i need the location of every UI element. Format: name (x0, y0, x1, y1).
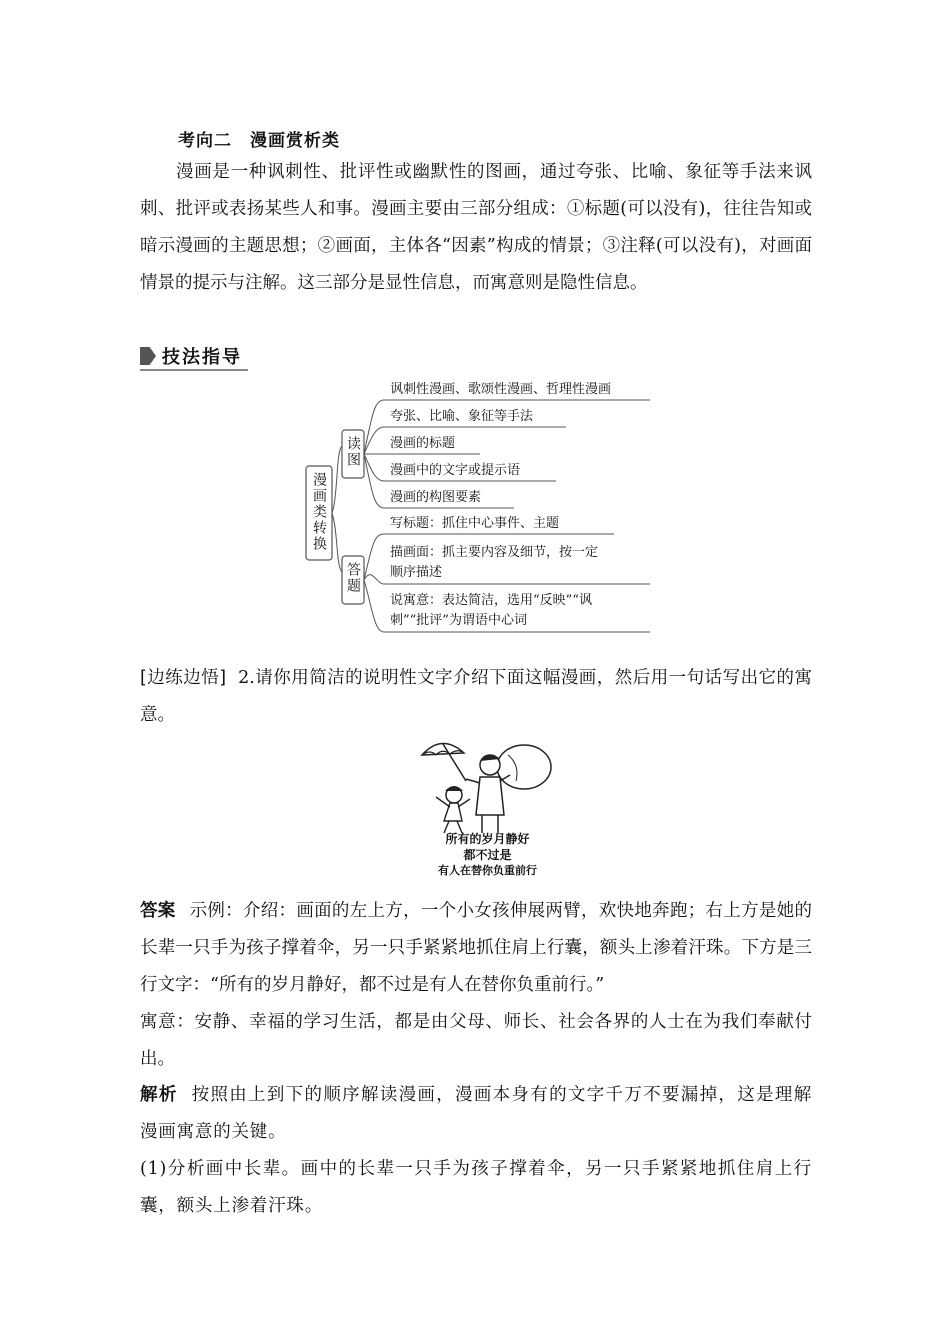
read-item: 讽刺性漫画、歌颂性漫画、哲理性漫画 (390, 382, 612, 397)
read-item: 漫画中的文字或提示语 (390, 463, 521, 478)
answer-item: 刺”“批评”为谓语中心词 (390, 613, 527, 628)
analysis-block (140, 1077, 812, 1151)
cartoon-caption-line: 所有的岁月静好 (445, 832, 530, 846)
analysis-step-1: (1)分析画中长辈。画中的长辈一只手为孩子撑着伞，另一只手紧紧地抓住肩上行囊，额头上渗着汗珠。 (140, 1159, 812, 1216)
cartoon-caption-line: 都不过是 (463, 848, 512, 862)
technique-heading-text: 技法指导 (162, 347, 242, 368)
answer-meaning: 寓意：安静、幸福的学习生活，都是由父母、师长、社会各界的人士在为我们奉献付出。 (140, 1012, 812, 1069)
section-title (178, 126, 340, 151)
exercise-text: 2.请你用简洁的说明性文字介绍下面这幅漫画，然后用一句话写出它的寓意。 (140, 668, 812, 725)
answer-item: 说寓意：表达简洁，选用“反映”“讽 (390, 593, 592, 608)
technique-heading (140, 343, 248, 371)
exercise-question (140, 660, 812, 734)
analysis-label: 解析 (140, 1085, 178, 1105)
section-number: 考向二 (178, 131, 232, 151)
mind-map-root: 漫画类转换 (311, 472, 327, 552)
cartoon-caption-line: 有人在替你负重前行 (438, 864, 537, 877)
cartoon-image (420, 735, 555, 880)
read-item: 漫画的标题 (390, 436, 456, 451)
mind-map-read-label: 读图 (345, 436, 361, 468)
mind-map (304, 376, 656, 638)
mind-map-answer-label: 答题 (345, 562, 361, 594)
answer-item: 顺序描述 (390, 565, 443, 580)
read-item: 夸张、比喻、象征等手法 (390, 409, 534, 424)
exercise-tag: [边练边悟] (140, 668, 227, 688)
answer-item: 写标题：抓住中心事件、主题 (390, 516, 560, 531)
answer-text: 示例：介绍：画面的左上方，一个小女孩伸展两臂，欢快地奔跑；右上方是她的长辈一只手为孩子撑着伞，另一只手紧紧地抓住肩上行囊，额头上渗着汗珠。下方是三行文字：“所有的岁月静好，都不过是有人在替你负重前行。” (140, 901, 813, 995)
section-name: 漫画赏析类 (250, 131, 340, 151)
answer-block (140, 893, 812, 1078)
analysis-text: 按照由上到下的顺序解读漫画，漫画本身有的文字千万不要漏掉，这是理解漫画寓意的关键。 (140, 1085, 812, 1142)
intro-paragraph: 漫画是一种讽刺性、批评性或幽默性的图画，通过夸张、比喻、象征等手法来讽刺、批评或表扬某些人和事。漫画主要由三部分组成：①标题(可以没有)，往往告知或暗示漫画的主题思想；②画面，主体各“因素”构成的情景；③注释(可以没有)，对画面情景的提示与注解。这三部分是显性信息，而寓意则是隐性信息。 (140, 162, 812, 293)
read-item: 漫画的构图要素 (390, 490, 482, 505)
heading-marker-icon (140, 347, 156, 365)
cartoon-caption (420, 831, 555, 879)
answer-label: 答案 (140, 901, 176, 921)
answer-item: 描画面：抓主要内容及细节，按一定 (390, 545, 599, 560)
